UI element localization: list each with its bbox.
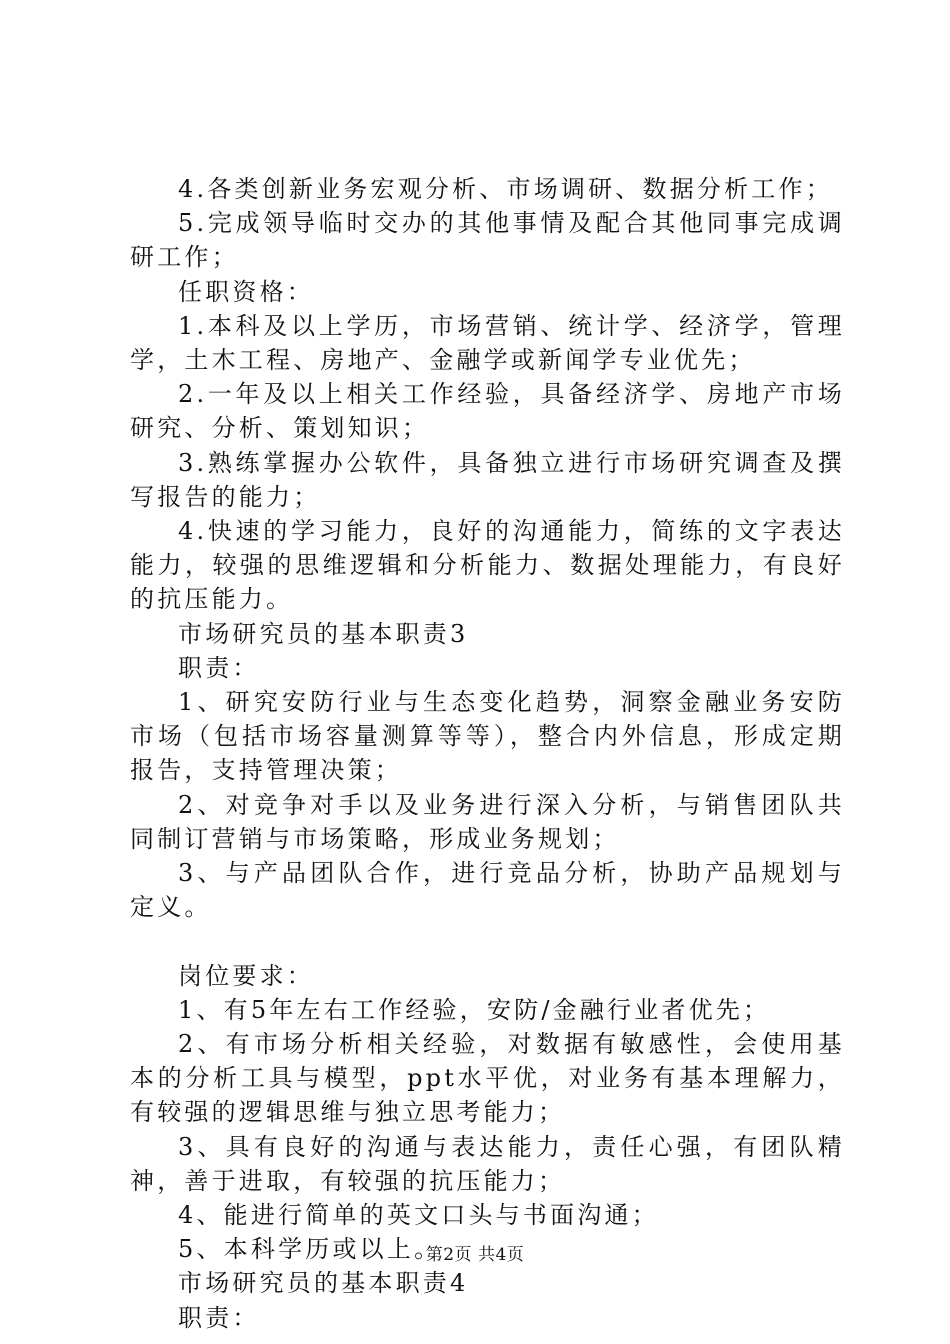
paragraph: 1、有5年左右工作经验，安防/金融行业者优先； bbox=[178, 995, 771, 1024]
section-heading: 职责： bbox=[178, 1303, 260, 1332]
paragraph: 1、研究安防行业与生态变化趋势，洞察金融业务安防市场（包括市场容量测算等等），整合内外信息，形成定期报告，支持管理决策； bbox=[130, 688, 845, 785]
paragraph: 2.一年及以上相关工作经验，具备经济学、房地产市场研究、分析、策划知识； bbox=[130, 380, 845, 443]
paragraph: 5.完成领导临时交办的其他事情及配合其他同事完成调研工作； bbox=[130, 209, 845, 272]
section-heading: 职责： bbox=[178, 653, 260, 682]
section-heading: 岗位要求： bbox=[178, 961, 314, 990]
section-title: 市场研究员的基本职责3 bbox=[178, 619, 469, 648]
paragraph: 2、对竞争对手以及业务进行深入分析，与销售团队共同制订营销与市场策略，形成业务规划； bbox=[130, 790, 845, 853]
page-number-footer: 第2页 共4页 bbox=[425, 1245, 525, 1265]
paragraph: 4.各类创新业务宏观分析、市场调研、数据分析工作； bbox=[178, 175, 833, 203]
blank-line bbox=[130, 924, 845, 958]
paragraph: 4、能进行简单的英文口头与书面沟通； bbox=[178, 1201, 659, 1230]
paragraph: 5、本科学历或以上。 bbox=[178, 1235, 442, 1264]
paragraph: 3.熟练掌握办公软件，具备独立进行市场研究调查及撰写报告的能力； bbox=[130, 448, 845, 511]
paragraph: 3、具有良好的沟通与表达能力，责任心强，有团队精神，善于进取，有较强的抗压能力； bbox=[130, 1132, 845, 1195]
document-body bbox=[130, 172, 845, 1335]
paragraph: 4.快速的学习能力，良好的沟通能力，简练的文字表达能力，较强的思维逻辑和分析能力、数据处理能力，有良好的抗压能力。 bbox=[130, 517, 845, 614]
section-heading: 任职资格： bbox=[178, 277, 314, 306]
paragraph: 1.本科及以上学历，市场营销、统计学、经济学，管理学，土木工程、房地产、金融学或新闻学专业优先； bbox=[130, 311, 845, 375]
paragraph: 2、有市场分析相关经验，对数据有敏感性，会使用基本的分析工具与模型，ppt水平优，对业务有基本理解力，有较强的逻辑思维与独立思考能力； bbox=[130, 1030, 845, 1127]
paragraph: 3、与产品团队合作，进行竞品分析，协助产品规划与定义。 bbox=[130, 859, 845, 922]
section-title: 市场研究员的基本职责4 bbox=[178, 1269, 469, 1298]
